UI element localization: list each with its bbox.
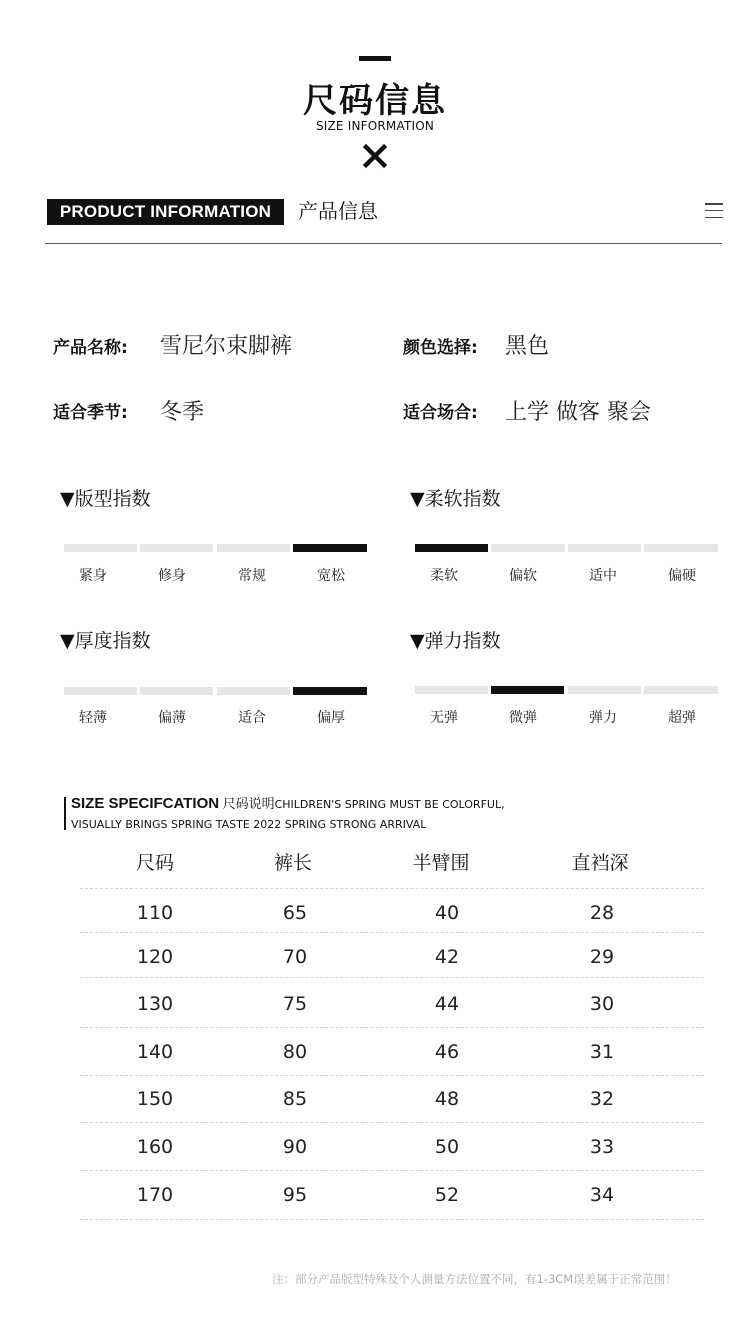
softness-option: 适中	[589, 568, 617, 584]
table-row-divider	[80, 1027, 704, 1028]
softness-option: 偏软	[509, 568, 537, 584]
fit-index-segment-3	[217, 544, 290, 552]
softness-index-segment-3	[568, 544, 641, 552]
occasion-label: 适合场合:	[403, 403, 478, 423]
spec-tagline-1: CHILDREN'S SPRING MUST BE COLORFUL,	[274, 798, 505, 811]
fit-index-segment-2	[140, 544, 213, 552]
table-cell: 90	[282, 1136, 308, 1158]
table-cell: 95	[282, 1184, 308, 1206]
table-cell: 130	[136, 993, 174, 1015]
fit-option: 常规	[238, 568, 266, 584]
spec-title-en: SIZE SPECIFCATION	[71, 795, 220, 812]
table-header-length: 裤长	[273, 852, 312, 874]
season-value: 冬季	[160, 400, 205, 425]
table-cell: 70	[282, 946, 308, 968]
elasticity-option: 弹力	[589, 710, 617, 726]
measurement-note: 注：部分产品版型特殊及个人测量方法位置不同，有1-3CM误差属于正常范围！	[272, 1272, 677, 1286]
table-cell: 65	[282, 902, 308, 924]
table-header-rise: 直裆深	[571, 852, 629, 874]
elasticity-index-segment-4	[644, 686, 718, 694]
season-label: 适合季节:	[53, 403, 128, 423]
product-name-value: 雪尼尔束脚裤	[160, 334, 293, 359]
header-dash	[359, 56, 391, 61]
color-label: 颜色选择:	[403, 338, 478, 358]
thickness-index-segment-4-selected	[293, 687, 367, 695]
fit-option: 修身	[158, 568, 186, 584]
elasticity-index-title: ▼弹力指数	[410, 630, 501, 652]
product-info-label-en: PRODUCT INFORMATION	[47, 199, 284, 225]
table-row-divider	[80, 1219, 704, 1220]
table-cell: 29	[589, 946, 615, 968]
thickness-option: 轻薄	[79, 710, 107, 726]
table-cell: 75	[282, 993, 308, 1015]
table-cell: 52	[434, 1184, 460, 1206]
product-name-label: 产品名称:	[53, 338, 128, 358]
table-cell: 34	[589, 1184, 615, 1206]
elasticity-option: 微弹	[509, 710, 537, 726]
occasion-value: 上学 做客 聚会	[505, 400, 651, 425]
table-row-divider	[80, 932, 704, 933]
thickness-option: 偏薄	[158, 710, 186, 726]
table-cell: 110	[136, 902, 174, 924]
elasticity-index-segment-3	[568, 686, 641, 694]
thickness-option: 偏厚	[317, 710, 345, 726]
table-row-divider	[80, 888, 704, 889]
elasticity-index-segment-1	[415, 686, 488, 694]
spec-title-cn: 尺码说明	[222, 797, 275, 812]
table-cell: 48	[434, 1088, 460, 1110]
elasticity-option: 超弹	[668, 710, 696, 726]
table-row-divider	[80, 1170, 704, 1171]
thickness-index-segment-2	[140, 687, 213, 695]
fit-index-segment-1	[64, 544, 137, 552]
table-cell: 40	[434, 902, 460, 924]
table-cell: 140	[136, 1041, 174, 1063]
softness-option: 偏硬	[668, 568, 696, 584]
product-info-label-cn: 产品信息	[298, 199, 378, 223]
softness-index-segment-1-selected	[415, 544, 488, 552]
thickness-index-title: ▼厚度指数	[60, 630, 151, 652]
table-cell: 46	[434, 1041, 460, 1063]
cross-icon	[362, 143, 388, 169]
table-header-half-hip: 半臂围	[412, 852, 470, 874]
table-cell: 170	[136, 1184, 174, 1206]
softness-option: 柔软	[430, 568, 458, 584]
elasticity-option: 无弹	[430, 710, 458, 726]
table-cell: 33	[589, 1136, 615, 1158]
size-info-title: 尺码信息	[303, 81, 447, 121]
product-info-divider	[45, 243, 722, 244]
spec-tagline-2: VISUALLY BRINGS SPRING TASTE 2022 SPRING STRONG ARRIVAL	[71, 818, 427, 831]
fit-option: 紧身	[79, 568, 107, 584]
softness-index-segment-2	[491, 544, 565, 552]
table-row-divider	[80, 1122, 704, 1123]
thickness-index-segment-1	[64, 687, 137, 695]
table-cell: 150	[136, 1088, 174, 1110]
table-cell: 32	[589, 1088, 615, 1110]
table-cell: 120	[136, 946, 174, 968]
thickness-option: 适合	[238, 710, 266, 726]
softness-index-title: ▼柔软指数	[410, 488, 501, 510]
table-cell: 160	[136, 1136, 174, 1158]
table-cell: 80	[282, 1041, 308, 1063]
table-cell: 28	[589, 902, 615, 924]
menu-icon[interactable]	[705, 203, 723, 219]
table-cell: 85	[282, 1088, 308, 1110]
table-cell: 44	[434, 993, 460, 1015]
spec-accent-bar	[64, 797, 66, 830]
table-cell: 50	[434, 1136, 460, 1158]
fit-option: 宽松	[317, 568, 345, 584]
table-cell: 31	[589, 1041, 615, 1063]
fit-index-segment-4-selected	[293, 544, 367, 552]
table-header-size: 尺码	[135, 852, 174, 874]
softness-index-segment-4	[644, 544, 718, 552]
color-value: 黑色	[505, 334, 550, 359]
table-row-divider	[80, 1075, 704, 1076]
thickness-index-segment-3	[217, 687, 290, 695]
elasticity-index-segment-2-selected	[491, 686, 564, 694]
table-cell: 30	[589, 993, 615, 1015]
table-cell: 42	[434, 946, 460, 968]
spec-heading	[71, 794, 505, 815]
size-info-subtitle: SIZE INFORMATION	[315, 119, 435, 133]
table-row-divider	[80, 977, 704, 978]
fit-index-title: ▼版型指数	[60, 488, 151, 510]
